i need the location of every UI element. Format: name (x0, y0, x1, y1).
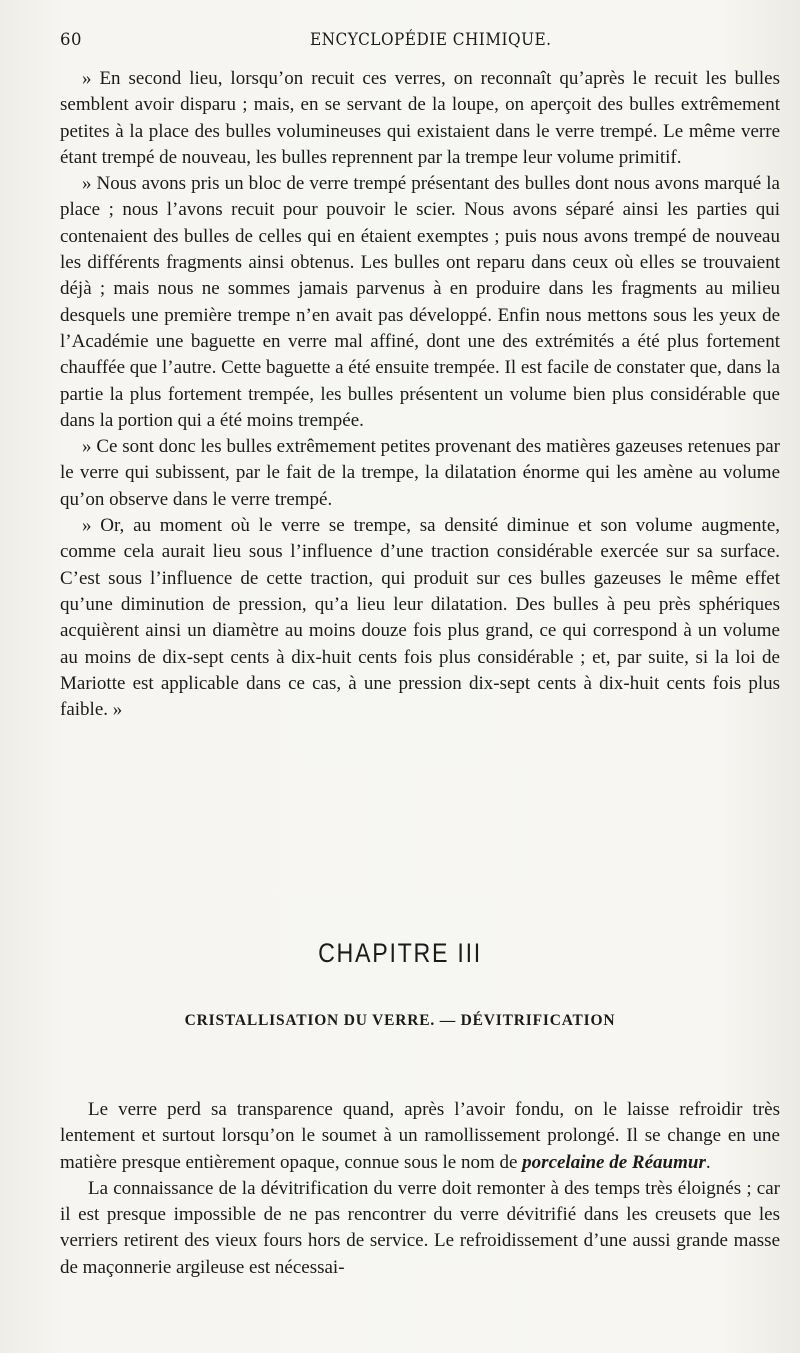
paragraph-transparence-end: . (705, 1151, 711, 1173)
quoted-text-block (60, 66, 780, 723)
chapter-subtitle: CRISTALLISATION DU VERRE. — DÉVITRIFICATION (184, 1012, 616, 1029)
paragraph-bulles-petites: » Ce sont donc les bulles extrêmement petites provenant des matières gazeuses retenues par le verre qui subissent, par le fait de la trempe, la dilatation énorme qui les amène au volume qu’on observe dans le verre trempé. (60, 436, 780, 510)
paragraph-connaissance: La connaissance de la dévitrification du verre doit remonter à des temps très éloignés ; car il est presque impossible de ne pas rencontrer du verre dévitrifié dans les creusets que les verriers retirent des vieux fours hors de service. Le refroidissement d’une aussi grande masse de maçonnerie argileuse est nécessai- (60, 1177, 780, 1278)
paragraph-recuit: » En second lieu, lorsqu’on recuit ces verres, on reconnaît qu’après le recuit les bulles semblent avoir disparu ; mais, en se servant de la loupe, on aperçoit des bulles extrêmement petites à la place des bulles volumineuses qui existaient dans le verre trempé. Le même verre étant trempé de nouveau, les bulles reprennent par la trempe leur volume primitif. (60, 68, 780, 168)
running-title: ENCYCLOPÉDIE CHIMIQUE. (310, 30, 552, 49)
paragraph-transparence-text: Le verre perd sa transparence quand, après l’avoir fondu, on le laisse refroidir très lentement et surtout lorsqu’on le soumet à un ramollissement prolongé. Il se change en une matière presque entièrement opaque, connue sous le nom de (60, 1099, 780, 1173)
paragraph-bloc-de-verre: » Nous avons pris un bloc de verre trempé présentant des bulles dont nous avons marqué la place ; nous l’avons recuit pour pouvoir le scier. Nous avons séparé ainsi les parties qui contenaient des bulles de celles qui en étaient exemptes ; puis nous avons trempé de nouveau les différents fragments ainsi obtenus. Les bulles ont reparu dans ceux où elles se trouvaient déjà ; mais nous ne sommes jamais parvenus à en produire dans les fragments au milieu desquels une première trempe n’en avait pas développé. Enfin nous mettons sous les yeux de l’Académie une baguette en verre mal affiné, dont une des extrémités a été plus fortement chauffée que l’autre. Cette baguette a été ensuite trempée. Il est facile de constater que, dans la partie la plus fortement trempée, les bulles présentent un volume bien plus considérable que dans la portion qui a été moins trempée. (60, 173, 780, 431)
chapter-body (60, 1097, 780, 1281)
running-head (60, 30, 756, 54)
porcelaine-de-reaumur: porcelaine de Réaumur (522, 1151, 706, 1173)
paragraph-densite: » Or, au moment où le verre se trempe, sa densité diminue et son volume augmente, comme cela aurait lieu sous l’influence d’une traction considérable exercée sur sa surface. C’est sous l’influence de cette traction, qui produit sur ces bulles gazeuses le même effet qu’une diminution de pression, qu’a lieu leur dilatation. Des bulles à peu près sphériques acquièrent ainsi un diamètre au moins douze fois plus grand, ce qui correspond à un volume au moins de dix-sept cents à dix-huit cents fois plus considérable ; et, par suite, si la loi de Mariotte est applicable dans ce cas, à une pression dix-sept cents à dix-huit cents fois plus faible. » (60, 515, 780, 721)
paragraph-transparence (60, 1097, 780, 1176)
page-number: 60 (60, 30, 82, 49)
chapter-title: CHAPITRE III (318, 938, 482, 968)
